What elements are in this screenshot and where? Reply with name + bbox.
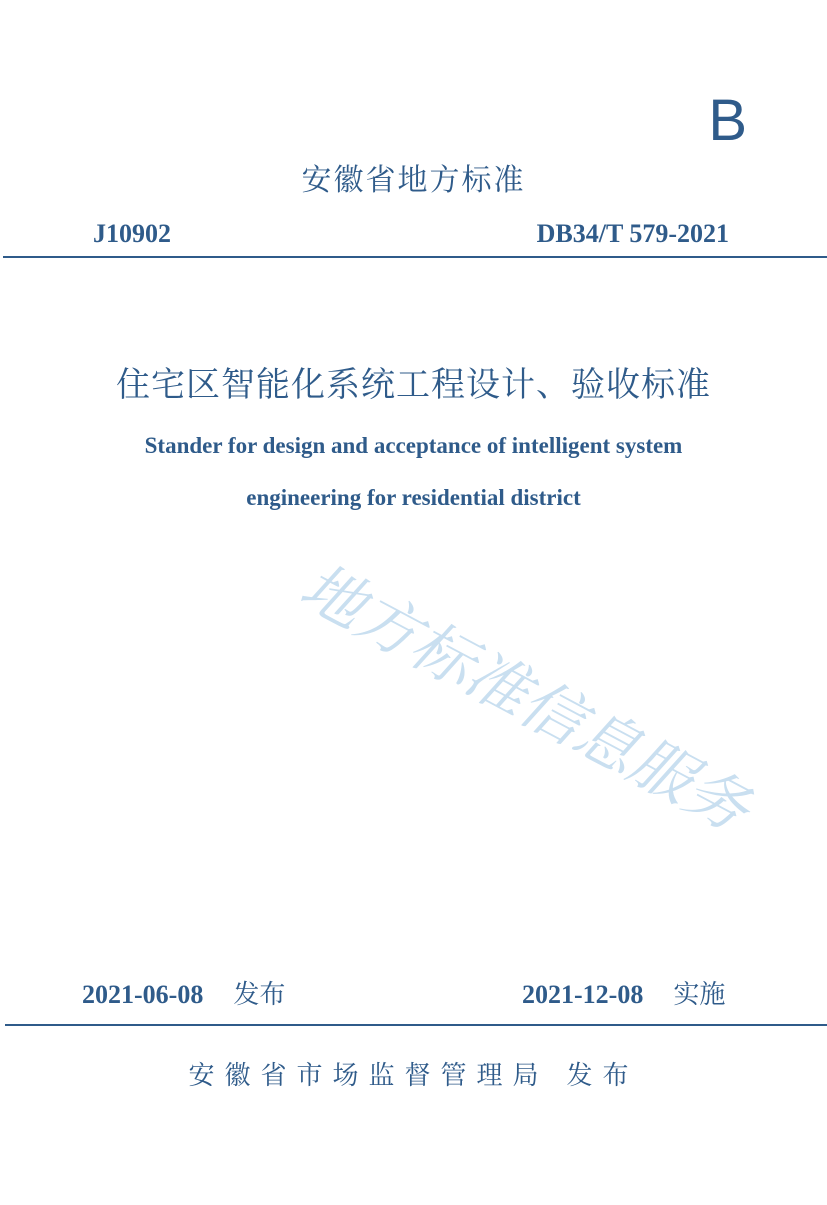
grade-letter: B — [708, 88, 747, 153]
title-chinese: 住宅区智能化系统工程设计、验收标准 — [116, 365, 711, 405]
bottom-divider — [5, 1024, 827, 1026]
watermark — [286, 540, 827, 870]
title-english-line2: engineering for residential district — [246, 485, 581, 510]
watermark-text: 地方标准信息服务 — [288, 548, 762, 847]
implement-date-row — [522, 982, 725, 1008]
issuer-action: 发布 — [566, 1061, 639, 1091]
publish-label: 发布 — [233, 980, 286, 1010]
implement-label: 实施 — [673, 980, 726, 1010]
issuer-name: 安徽省市场监督管理局 — [188, 1061, 549, 1091]
standard-code: DB34/T 579-2021 — [536, 219, 729, 248]
implement-date: 2021-12-08 — [522, 980, 644, 1009]
publish-date-row — [82, 982, 285, 1008]
standard-type: 安徽省地方标准 — [301, 163, 526, 198]
record-number: J10902 — [93, 219, 171, 248]
top-divider — [3, 256, 827, 258]
title-english-line1: Stander for design and acceptance of intelligent system — [144, 433, 683, 458]
publish-date: 2021-06-08 — [82, 980, 204, 1009]
issuer-line — [0, 1063, 827, 1089]
